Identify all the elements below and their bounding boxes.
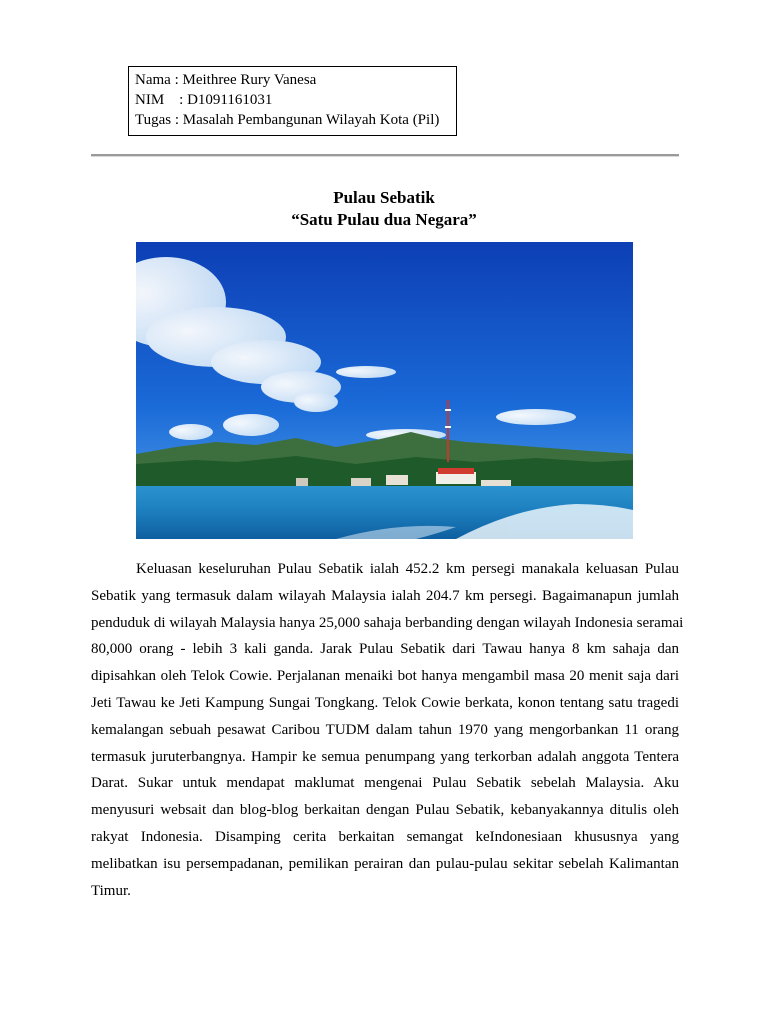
name-line: Nama : Meithree Rury Vanesa bbox=[135, 72, 317, 88]
body-paragraph bbox=[91, 556, 684, 904]
paragraph-line: dipisahkan oleh Telok Cowie. Perjalanan menaiki bot hanya mengambil masa 20 menit saja dari bbox=[91, 668, 679, 685]
paragraph-line: Darat. Sukar untuk mendapat maklumat mengenai Pulau Sebatik sebelah Malaysia. Aku bbox=[91, 775, 679, 792]
page-title: Pulau Sebatik bbox=[333, 188, 435, 207]
tree-line bbox=[136, 456, 633, 490]
paragraph-line: Keluasan keseluruhan Pulau Sebatik ialah 452.2 km persegi manakala keluasan Pulau bbox=[136, 561, 679, 577]
paragraph-line: penduduk di wilayah Malaysia hanya 25,000 sahaja berbanding dengan wilayah Indonesia seramai bbox=[91, 614, 684, 631]
paragraph-line: rakyat Indonesia. Disamping cerita berkaitan semangat keIndonesiaan khususnya yang bbox=[91, 828, 679, 845]
island-photo bbox=[136, 242, 633, 539]
page-subtitle: “Satu Pulau dua Negara” bbox=[291, 210, 477, 229]
nim-line: NIM : D1091161031 bbox=[135, 92, 273, 108]
paragraph-line: kemalangan sebuah pesawat Caribou TUDM dalam tahun 1970 yang mengorbankan 11 orang bbox=[91, 721, 679, 738]
horizontal-divider bbox=[91, 154, 679, 157]
paragraph-line: 80,000 orang - lebih 3 kali ganda. Jarak Pulau Sebatik dari Tawau hanya 8 km sahaja dan bbox=[91, 641, 679, 658]
paragraph-line: termasuk juruterbangnya. Hampir ke semua penumpang yang terkorban adalah anggota Tentera bbox=[91, 748, 679, 765]
paragraph-line: menyusuri websait dan blog-blog berkaitan dengan Pulau Sebatik, kebanyakannya ditulis oleh bbox=[91, 802, 679, 819]
paragraph-line: Sebatik yang termasuk dalam wilayah Malaysia ialah 204.7 km persegi. Bagaimanapun jumlah bbox=[91, 587, 679, 604]
paragraph-line: Jeti Tawau ke Jeti Kampung Sungai Tongkang. Telok Cowie berkata, konon tentang satu tragedi bbox=[91, 694, 679, 711]
paragraph-line: Timur. bbox=[91, 882, 131, 899]
assignment-line: Tugas : Masalah Pembangunan Wilayah Kota (Pil) bbox=[135, 112, 440, 128]
paragraph-line: melibatkan isu persempadanan, pemilikan perairan dan pulau-pulau sekitar sebelah Kalimantan bbox=[91, 855, 679, 872]
student-info-box bbox=[128, 66, 457, 136]
